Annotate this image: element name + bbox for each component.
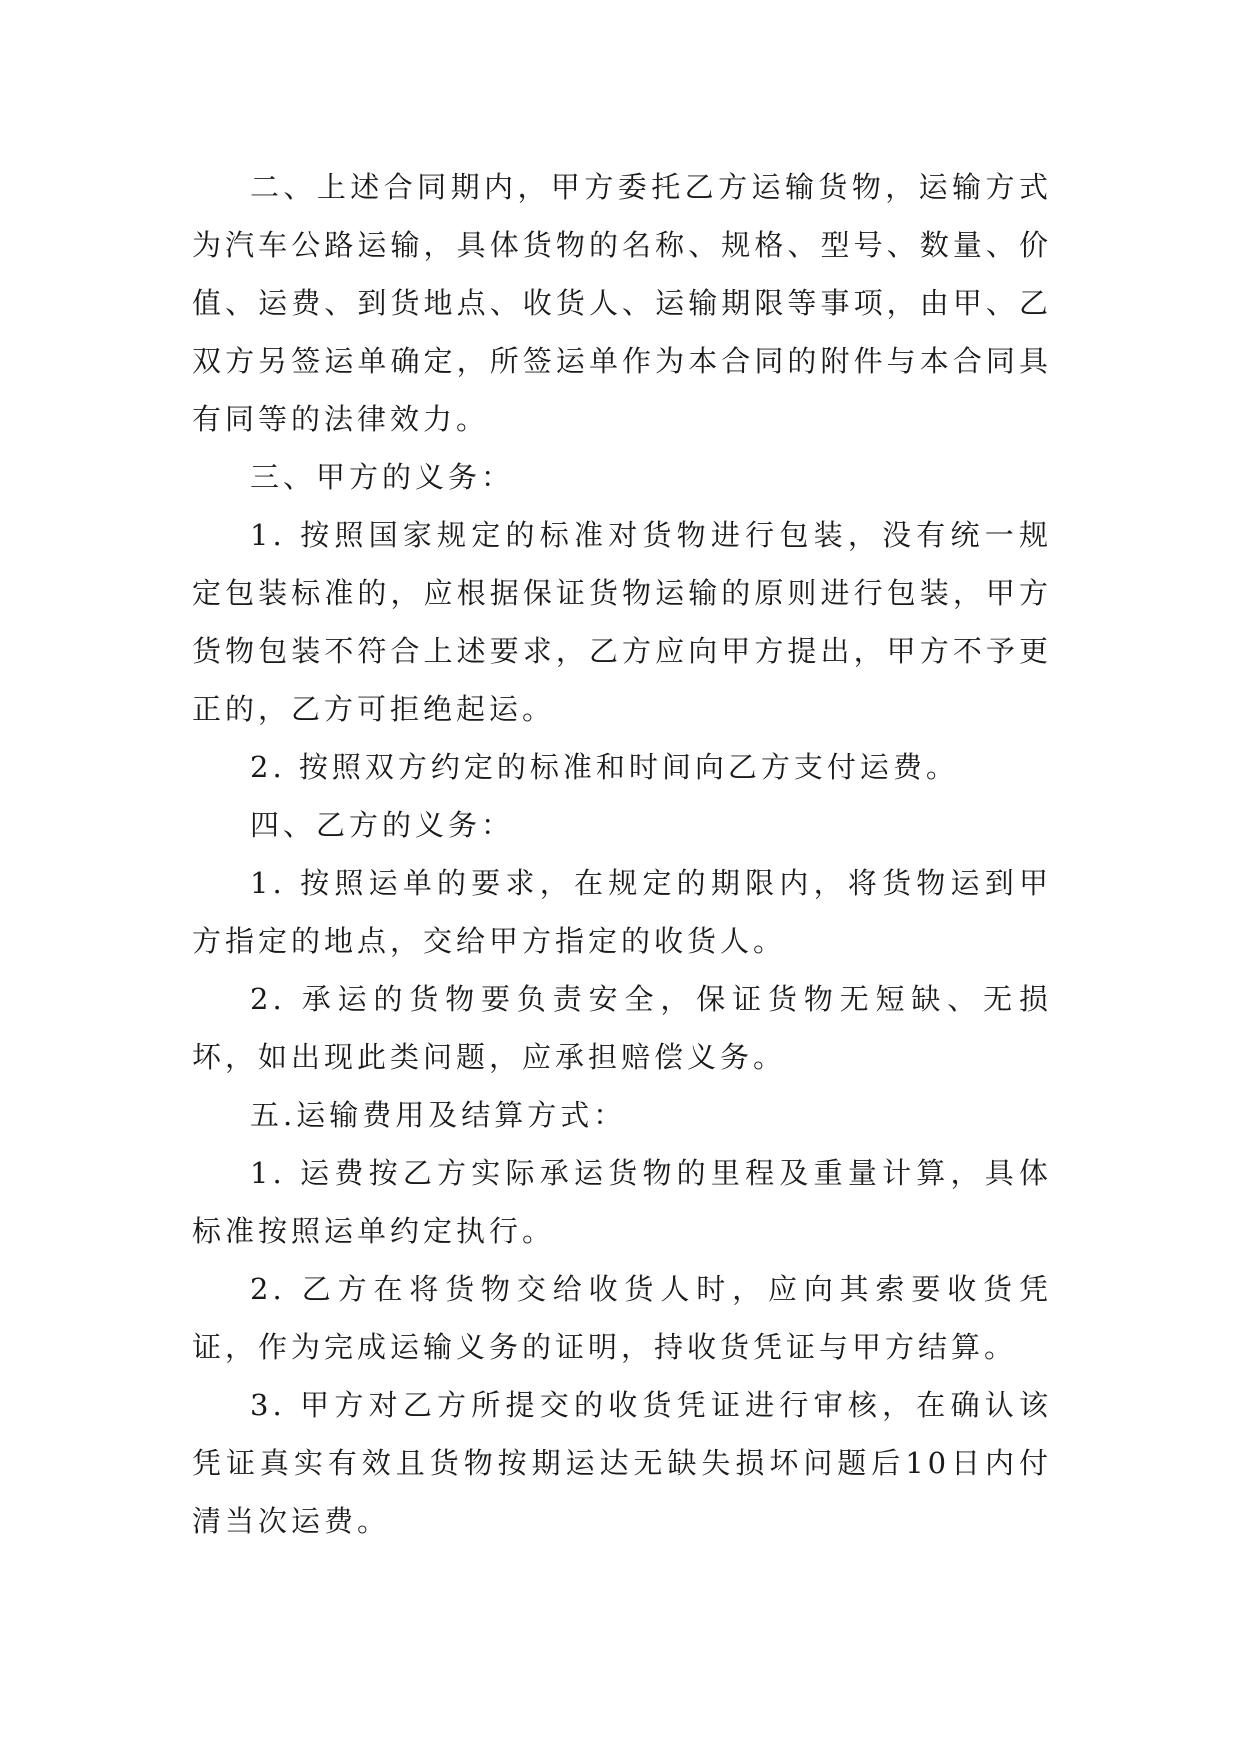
paragraph-section-5-item-1: 1. 运费按乙方实际承运货物的里程及重量计算，具体标准按照运单约定执行。: [192, 1156, 1052, 1248]
heading-section-4: 四、乙方的义务：: [250, 808, 515, 842]
paragraph-section-3-item-1: 1. 按照国家规定的标准对货物进行包装，没有统一规定包装标准的，应根据保证货物运输的原则进行包装，甲方货物包装不符合上述要求，乙方应向甲方提出，甲方不予更正的，乙方可拒绝起运。: [192, 518, 1052, 726]
paragraph-section-3-item-2: 2. 按照双方约定的标准和时间向乙方支付运费。: [250, 750, 959, 784]
paragraph-section-5-item-3: 3. 甲方对乙方所提交的收货凭证进行审核，在确认该凭证真实有效且货物按期运达无缺失损坏问题后10日内付清当次运费。: [192, 1388, 1052, 1538]
paragraph-section-2: 二、上述合同期内，甲方委托乙方运输货物，运输方式为汽车公路运输，具体货物的名称、规格、型号、数量、价值、运费、到货地点、收货人、运输期限等事项，由甲、乙双方另签运单确定，所签运单作为本合同的附件与本合同具有同等的法律效力。: [192, 170, 1052, 436]
paragraph-section-5-item-2: 2. 乙方在将货物交给收货人时，应向其索要收货凭证，作为完成运输义务的证明，持收货凭证与甲方结算。: [192, 1272, 1052, 1364]
paragraph-section-4-item-1: 1. 按照运单的要求，在规定的期限内，将货物运到甲方指定的地点，交给甲方指定的收货人。: [192, 866, 1052, 958]
heading-section-5: 五.运输费用及结算方式：: [250, 1098, 627, 1132]
heading-section-3: 三、甲方的义务：: [250, 460, 515, 494]
document-body: [192, 158, 1052, 1550]
paragraph-section-4-item-2: 2. 承运的货物要负责安全，保证货物无短缺、无损坏，如出现此类问题，应承担赔偿义务。: [192, 982, 1052, 1074]
